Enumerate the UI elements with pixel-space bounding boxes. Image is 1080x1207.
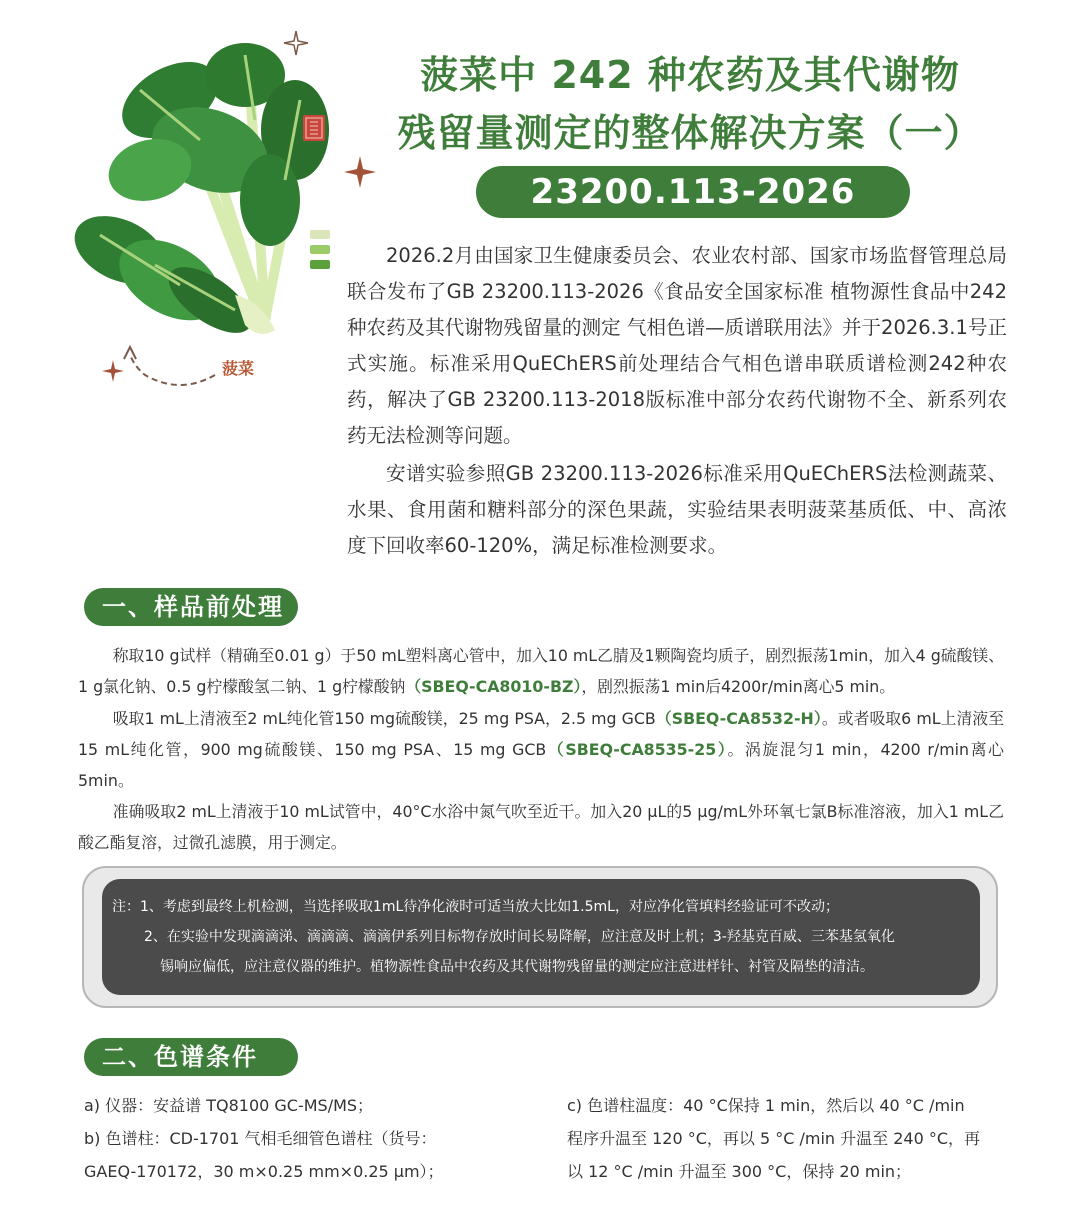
- star-icon: [344, 156, 376, 188]
- intro-paragraph-2: 安谱实验参照GB 23200.113-2026标准采用QuEChERS法检测蔬菜、水果、食用菌和糖料部分的深色果蔬，实验结果表明菠菜基质低、中、高浓度下回收率60-120%，满足标准检测要求。: [347, 462, 1007, 557]
- prep-paragraph-2: [78, 703, 1004, 796]
- prep-p1-text-b: ，剧烈振荡1 min后4200r/min离心5 min。: [581, 677, 896, 696]
- illustration-label: 菠菜: [222, 359, 255, 378]
- condition-c-line-1: c) 色谱柱温度：40 °C保持 1 min，然后以 40 °C /min: [567, 1096, 965, 1115]
- section-header-chromatography: 二、色谱条件: [84, 1038, 298, 1076]
- page-title-line-1: 菠菜中 242 种农药及其代谢物: [420, 53, 960, 97]
- note-line-3: 锡响应偏低，应注意仪器的维护。植物源性食品中农药及其代谢物残留量的测定应注意进样针、衬管及隔垫的清洁。: [160, 959, 874, 975]
- note-box: [102, 879, 980, 995]
- page-title-line-2: 残留量测定的整体解决方案（一）: [397, 111, 983, 155]
- condition-c-line-3: 以 12 °C /min 升温至 300 °C，保持 20 min；: [567, 1162, 912, 1181]
- condition-b-line-2: GAEQ-170172，30 m×0.25 mm×0.25 µm）；: [84, 1162, 444, 1181]
- section-header-sample-prep: 一、样品前处理: [84, 588, 298, 626]
- product-code-link[interactable]: （SBEQ-CA8535-25）: [546, 740, 728, 759]
- standard-number-badge: 23200.113-2026: [476, 166, 910, 218]
- prep-p2-text-a: 吸取1 mL上清液至2 mL纯化管150 mg硫酸镁，25 mg PSA，2.5 mg GCB: [112, 709, 656, 728]
- product-code-link[interactable]: （SBEQ-CA8532-H）: [655, 709, 822, 728]
- decorative-bars: [310, 230, 330, 269]
- condition-c-line-2: 程序升温至 120 °C，再以 5 °C /min 升温至 240 °C，再: [567, 1129, 981, 1148]
- condition-a: a) 仪器：安益谱 TQ8100 GC-MS/MS；: [84, 1096, 374, 1115]
- prep-p2-text-b: 。或者吸取6 mL上清液至15 mL纯化管，900 mg硫酸镁、150 mg PSA、15 mg GCB: [78, 709, 1005, 759]
- product-code-link[interactable]: （SBEQ-CA8010-BZ）: [405, 677, 582, 696]
- prep-paragraph-1: [78, 640, 1004, 702]
- condition-b-line-1: b) 色谱柱：CD-1701 气相毛细管色谱柱（货号：: [84, 1129, 437, 1148]
- intro-paragraph-1: 2026.2月由国家卫生健康委员会、农业农村部、国家市场监督管理总局联合发布了GB 23200.113-2026《食品安全国家标准 植物源性食品中242种农药及其代谢物残留量的测定 气相色谱—质谱联用法》并于2026.3.1号正式实施。标准采用QuEChERS前处理结合气相色谱串联质谱检测242种农药，解决了GB 23200.113-2018版标准中部分农药代谢物不全、新系列农药无法检测等问题。: [347, 244, 1007, 447]
- prep-p2-text-c: 。涡旋混匀1 min，4200 r/min离心5min。: [78, 740, 1004, 790]
- prep-p1-text-a: 称取10 g试样（精确至0.01 g）于50 mL塑料离心管中，加入10 mL乙腈及1颗陶瓷均质子，剧烈振荡1min，加入4 g硫酸镁、1 g氯化钠、0.5 g柠檬酸氢二钠、1 g柠檬酸钠: [78, 646, 1004, 696]
- seal-icon: [302, 114, 326, 142]
- sparkle-star-icon: [283, 30, 309, 56]
- curved-arrow-icon: [120, 345, 220, 395]
- note-line-2: 2、在实验中发现滴滴涕、滴滴滴、滴滴伊系列目标物存放时间长易降解，应注意及时上机；3-羟基克百威、三苯基氢氧化: [144, 929, 895, 945]
- note-line-1: 注：1、考虑到最终上机检测，当选择吸取1mL待净化液时可适当放大比如1.5mL，对应净化管填料经验证可不改动；: [112, 899, 839, 915]
- prep-paragraph-3: 准确吸取2 mL上清液于10 mL试管中，40°C水浴中氮气吹至近干。加入20 µL的5 µg/mL外环氧七氯B标准溶液，加入1 mL乙酸乙酯复溶，过微孔滤膜，用于测定。: [78, 802, 1004, 852]
